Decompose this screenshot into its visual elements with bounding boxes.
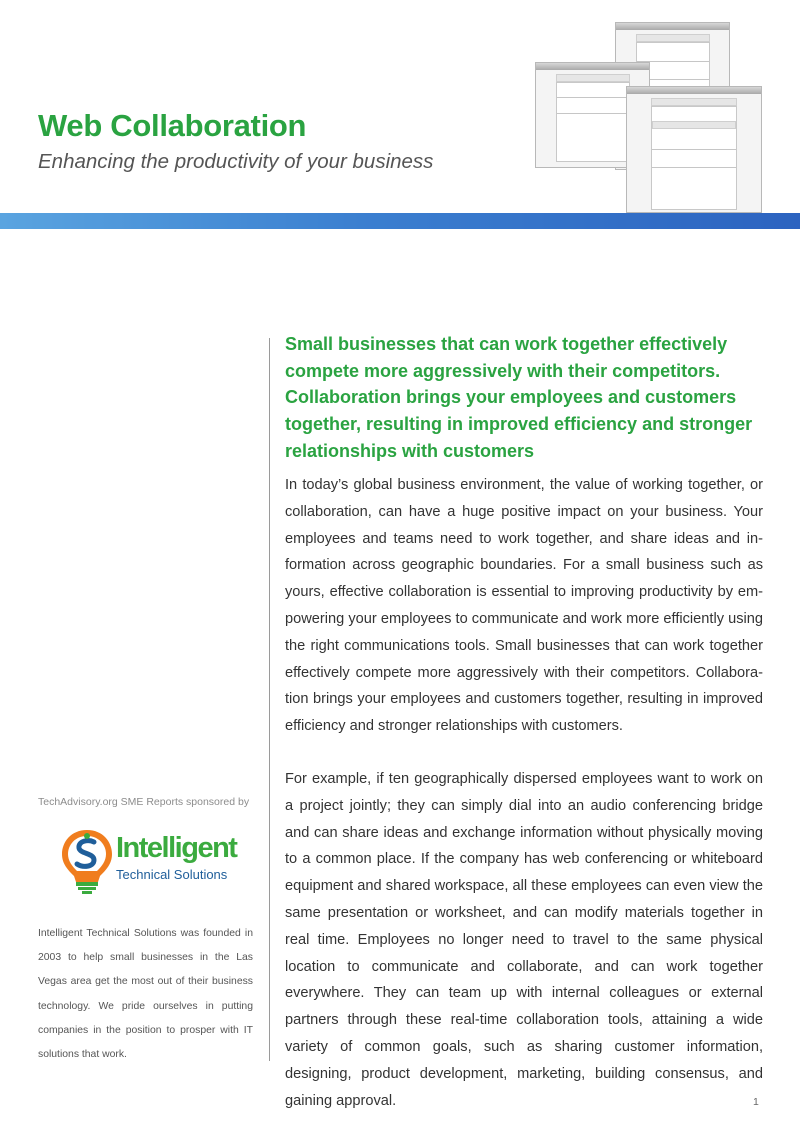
- body-paragraph-1: In today’s global business environment, the value of working together, or collaboration, can have a huge positive impact on your business. Your employees and teams need to work together, and share ideas and information across geographic boundaries. For a small business such as yours, effective collaboration is essential to improving productivity by empowering your employees to communicate and work more efficiently using the right communications tools. Small businesses that can work together effectively compete more aggressively with their competitors. Collaboration brings your employees and customers together, resulting in improved efficiency and stronger relationships with customers.: [285, 477, 763, 735]
- page-number: 1: [753, 1096, 759, 1108]
- body-paragraph-2: For example, if ten geographically dispersed employees want to work on a project jointly; they can simply dial into an audio conferencing bridge and can share ideas and exchange information without physically moving to a common place. If the company has web conferencing or whiteboard equipment and shared workspace, all these employees can even view the same presentation or worksheet, and can modify materials together in real time. Employees no longer need to travel to the same physical location to communicate and collaborate, and can work together everywhere. They can team up with internal colleagues or external partners through these real-time collaboration tools, attaining a wide variety of common goals, such as sharing customer information, designing, product development, marketing, building consensus, and gaining approval.: [285, 771, 763, 1109]
- page-subtitle: Enhancing the productivity of your business: [38, 150, 434, 173]
- sponsor-label: TechAdvisory.org SME Reports sponsored by: [38, 796, 250, 808]
- column-divider: [269, 338, 270, 1061]
- sponsor-logo: [58, 826, 248, 896]
- lightbulb-logo-icon: [58, 826, 116, 896]
- logo-wordmark: Intelligent: [116, 832, 237, 864]
- window-front: [626, 86, 762, 213]
- lead-paragraph: Small businesses that can work together effectively compete more aggressively with their competitors. Collaboration brings your employees and customers together, resulting in improved efficiency and stronger relationships with customers: [285, 334, 753, 461]
- logo-subline: Technical Solutions: [116, 867, 228, 882]
- sponsor-about-text: Intelligent Technical Solutions was founded in 2003 to help small businesses in the Las Vegas area get the most out of their business technology. We pride ourselves in putting companies in the position to prosper with IT solutions that work.: [38, 928, 253, 1061]
- page-title: Web Collaboration: [38, 108, 307, 143]
- header-gradient-bar: [0, 213, 800, 229]
